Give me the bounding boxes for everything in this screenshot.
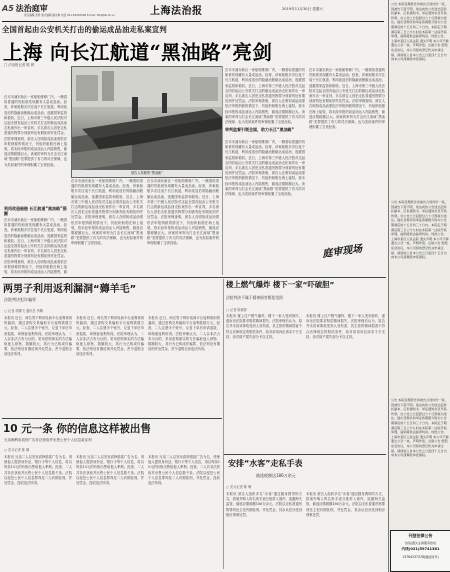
ad-line3: 13764237378(微信同号) xyxy=(402,555,439,559)
ship-illustration xyxy=(72,67,222,177)
masthead xyxy=(0,0,386,22)
story3-col2: 本报讯 楼上住户燃气爆炸，楼下一家人受到惊吓，遂诉至法院要求赔偿精神损失。法院审理后认为，原告并未因该事故受到人身伤害，其主张的精神损害不符合法律规定的赔偿条件，故对该项诉讼请求不予支持，但对财产损失部分予以支持。 xyxy=(306,314,385,339)
lead-body-col3: 在本市浦东新区一家船舶维修厂内，一艘看似普通的货船被发现藏有大量成品油。经查，涉案船舶多次往返于长江航道，利用改造后的隐蔽油舱偷运成品油，逃避国家监管和税收。近日，上海市第三中级人民法院对这起全国首起由公安机关打击的偷运成品油走私案作出一审宣判，多名被告人因犯走私普通货物罪分别被判处有期徒刑并处罚金。法院审理查明，被告人在明知成品油需依法申报纳税的情况下，仍组织船舶在海上接驳，将未经申报的成品油运入内陆销售，偷逃应缴税额巨大。该案的审判为打击长江流域“黑油路”犯罪提供了有力的司法保障，也为类似案件的审理积累了宝贵经验。 xyxy=(147,179,219,246)
classifieds-text-3: 公告 本院受理原告诉被告合同纠纷一案，因被告下落不明，依法向你公告送达起诉状副本、应诉通知书、举证通知书及开庭传票。自公告之日起经过六十日即视为送达。提出答辩状和举证的期限分别为公告期满后的十五日和三十日内。本院定于期满后第三日上午九时在本院第一法庭开庭审理，逾期将依法缺席判决。特此公告。上海市某区人民法院 遗失声明 本公司不慎遗失公章一枚，声明作废。注销公告 经股东会决议，本公司拟向登记机关申请注销，请债权人自本公告之日起四十五日内向本公司清算组申报债权。 xyxy=(391,398,449,458)
masthead-rule xyxy=(2,21,384,22)
section-label xyxy=(2,3,48,13)
paper-name: 上海法治报 xyxy=(150,6,203,17)
lead-body-col4b: 在本市浦东新区一家船舶维修厂内，一艘看似普通的货船被发现藏有大量成品油。经查，涉案船舶多次往返于长江航道，利用改造后的隐蔽油舱偷运成品油，逃避国家监管和税收。近日，上海市第三中级人民法院对这起全国首起由公安机关打击的偷运成品油走私案作出一审宣判，多名被告人因犯走私普通货物罪分别被判处有期徒刑并处罚金。法院审理查明，被告人在明知成品油需依法申报纳税的情况下，仍组织船舶在海上接驳，将未经申报的成品油运入内陆销售，偷逃应缴税额巨大。该案的审判为打击长江流域“黑油路”犯罪提供了有力的司法保障，也为类似案件的审理积累了宝贵经验。 xyxy=(225,140,305,197)
lead-photo xyxy=(71,66,223,178)
lead-subhead2: 审判监督引领全国，助力长江“黑油路” xyxy=(225,127,295,132)
story4-byline: □ 见习记者 陈 琳 xyxy=(4,448,30,452)
story2-byline: □ 记者 胡蝶飞 通讯员 李腾 xyxy=(4,309,43,313)
lead-kicker: 全国首起由公安机关打击的偷运成品油走私案宣判 xyxy=(2,25,167,34)
story3-headline: 楼上燃气爆炸 楼下一家“吓破胆” xyxy=(226,280,335,289)
story2-subhead: 法院判决犯诈骗罪 xyxy=(4,297,36,302)
lead-body-col2: 在本市浦东新区一家船舶维修厂内，一艘看似普通的货船被发现藏有大量成品油。经查，涉案船舶多次往返于长江航道，利用改造后的隐蔽油舱偷运成品油，逃避国家监管和税收。近日，上海市第三中级人民法院对这起全国首起由公安机关打击的偷运成品油走私案作出一审宣判，多名被告人因犯走私普通货物罪分别被判处有期徒刑并处罚金。法院审理查明，被告人在明知成品油需依法申报纳税的情况下，仍组织船舶在海上接驳，将未经申报的成品油运入内陆销售，偷逃应缴税额巨大。该案的审判为打击长江流域“黑油路”犯罪提供了有力的司法保障，也为类似案件的审理积累了宝贵经验。 xyxy=(71,179,143,246)
classifieds-strip xyxy=(388,0,450,572)
lead-headline: 上海 向长江航道“黑油路”亮剑 xyxy=(3,41,273,64)
date-line: 2019年11月30日 星期六 xyxy=(282,7,323,11)
editor-line: 责任编辑 张青 版式编辑 潘永梅 电话 021-63545566 E-mail: fzb@fzb.sh.cn xyxy=(24,14,115,17)
divider-h1 xyxy=(2,277,386,278)
story5-col1: 本报讯 被告人组织多名“水客”通过随身携带的方式，将境外购入的名贵手表分批带入境内，逃避海关监管，偷逃应缴税额186万余元。法院以走私普通货物罪判处主犯有期徒刑，并处罚金，其余从犯亦受到相应刑事处罚。 xyxy=(226,492,302,517)
ad-title: 刊登法律公告 xyxy=(408,533,433,538)
story2-col2: 本报讯 近日，两名男子利用电商平台返利规则的漏洞，通过虚构交易骗取平台返利款数万元。经查，二人注册多个账号，反复下单后申请退款，却保留返利所得。法院审理认为，二人以非法占有为目的，采用虚构事实的方法骗取他人财物，数额较大，其行为已构成诈骗罪，依法判处有期徒刑并处罚金，责令退赔全部违法所得。 xyxy=(76,316,144,357)
story3-subhead: 法院判决不属于精神损害赔偿范围 xyxy=(226,295,283,300)
story5-byline: □ 见习记者 陈 琳 xyxy=(226,485,252,489)
story3-col1: 本报讯 楼上住户燃气爆炸，楼下一家人受到惊吓，遂诉至法院要求赔偿精神损失。法院审理后认为，原告并未因该事故受到人身伤害，其主张的精神损害不符合法律规定的赔偿条件，故对该项诉讼请求不予支持，但对财产损失部分予以支持。 xyxy=(226,314,302,339)
lead-subhead1: 利用改造船舶 长江航道“黑油路”猖獗 xyxy=(4,206,67,217)
lead-body-col1: 在本市浦东新区一家船舶维修厂内，一艘看似普通的货船被发现藏有大量成品油。经查，涉案船舶多次往返于长江航道，利用改造后的隐蔽油舱偷运成品油，逃避国家监管和税收。近日，上海市第三中级人民法院对这起全国首起由公安机关打击的偷运成品油走私案作出一审宣判，多名被告人因犯走私普通货物罪分别被判处有期徒刑并处罚金。法院审理查明，被告人在明知成品油需依法申报纳税的情况下，仍组织船舶在海上接驳，将未经申报的成品油运入内陆销售，偷逃应缴税额巨大。该案的审判为打击长江流域“黑油路”犯罪提供了有力的司法保障，也为类似案件的审理积累了宝贵经验。 xyxy=(4,95,67,167)
photo-caption-text: 被告人驾驶的“黑油船” xyxy=(131,171,163,175)
divider-v1 xyxy=(222,66,223,275)
story4-col2: 本报讯 兄弟二人以发布质押借款广告为名，诱使他人提供身份证、银行卡等个人信息，再以每条10元的价格出售给他人牟利。经查，二人共非法获取并出售公民个人信息数千条。法院以侵犯公民个人信息罪判处二人有期徒刑，并处罚金，没收违法所得。 xyxy=(76,455,144,486)
lead-body-col5: 在本市浦东新区一家船舶维修厂内，一艘看似普通的货船被发现藏有大量成品油。经查，涉案船舶多次往返于长江航道，利用改造后的隐蔽油舱偷运成品油，逃避国家监管和税收。近日，上海市第三中级人民法院对这起全国首起由公安机关打击的偷运成品油走私案作出一审宣判，多名被告人因犯走私普通货物罪分别被判处有期徒刑并处罚金。法院审理查明，被告人在明知成品油需依法申报纳税的情况下，仍组织船舶在海上接驳，将未经申报的成品油运入内陆销售，偷逃应缴税额巨大。该案的审判为打击长江流域“黑油路”犯罪提供了有力的司法保障，也为类似案件的审理积累了宝贵经验。 xyxy=(309,68,385,130)
lead-body-col4: 在本市浦东新区一家船舶维修厂内，一艘看似普通的货船被发现藏有大量成品油。经查，涉案船舶多次往返于长江航道，利用改造后的隐蔽油舱偷运成品油，逃避国家监管和税收。近日，上海市第三中级人民法院对这起全国首起由公安机关打击的偷运成品油走私案作出一审宣判，多名被告人因犯走私普通货物罪分别被判处有期徒刑并处罚金。法院审理查明，被告人在明知成品油需依法申报纳税的情况下，仍组织船舶在海上接驳，将未经申报的成品油运入内陆销售，偷逃应缴税额巨大。该案的审判为打击长江流域“黑油路”犯罪提供了有力的司法保障，也为类似案件的审理积累了宝贵经验。 xyxy=(225,68,305,125)
lead-body-col1b: 在本市浦东新区一家船舶维修厂内，一艘看似普通的货船被发现藏有大量成品油。经查，涉案船舶多次往返于长江航道，利用改造后的隐蔽油舱偷运成品油，逃避国家监管和税收。近日，上海市第三中级人民法院对这起全国首起由公安机关打击的偷运成品油走私案作出一审宣判，多名被告人因犯走私普通货物罪分别被判处有期徒刑并处罚金。法院审理查明，被告人在明知成品油需依法申报纳税的情况下，仍组织船舶在海上接驳，将未经申报的成品油运入内陆销售，偷 xyxy=(4,218,67,275)
story4-headline: 10 元一条 你的信息这样被出售 xyxy=(3,423,151,435)
story5-headline: 安排“水客”走私手表 xyxy=(228,459,303,468)
story4-col3: 本报讯 兄弟二人以发布质押借款广告为名，诱使他人提供身份证、银行卡等个人信息，再以每条10元的价格出售给他人牟利。经查，二人共非法获取并出售公民个人信息数千条。法院以侵犯公民个人信息罪判处二人有期徒刑，并处罚金，没收违法所得。 xyxy=(148,455,220,486)
story2-col3: 本报讯 近日，两名男子利用电商平台返利规则的漏洞，通过虚构交易骗取平台返利款数万元。经查，二人注册多个账号，反复下单后申请退款，却保留返利所得。法院审理认为，二人以非法占有为目的，采用虚构事实的方法骗取他人财物，数额较大，其行为已构成诈骗罪，依法判处有期徒刑并处罚金，责令退赔全部违法所得。 xyxy=(148,316,220,352)
story5-subhead: 偷逃税额达186万余元 xyxy=(256,473,296,478)
story5-col2: 本报讯 被告人组织多名“水客”通过随身携带的方式，将境外购入的名贵手表分批带入境内，逃避海关监管，偷逃应缴税额186万余元。法院以走私普通货物罪判处主犯有期徒刑，并处罚金，其余从犯亦受到相应刑事处罚。 xyxy=(306,492,385,517)
column-logo-text: 庭审现场 xyxy=(321,243,363,261)
divider-v2 xyxy=(223,279,224,569)
story2-headline: 两男子利用返利漏洞“薅羊毛” xyxy=(3,284,137,295)
lead-byline: □ 法治报记者 陈 烨 xyxy=(4,63,35,67)
divider-h2 xyxy=(2,418,222,419)
classifieds-text-2: 公告 本院受理原告诉被告合同纠纷一案，因被告下落不明，依法向你公告送达起诉状副本、应诉通知书、举证通知书及开庭传票。自公告之日起经过六十日即视为送达。提出答辩状和举证的期限分别为公告期满后的十五日和三十日内。本院定于期满后第三日上午九时在本院第一法庭开庭审理，逾期将依法缺席判决。特此公告。上海市某区人民法院 遗失声明 本公司不慎遗失公章一枚，声明作废。注销公告 经股东会决议，本公司拟向登记机关申请注销，请债权人自本公告之日起四十五日内向本公司清算组申报债权。 xyxy=(391,200,449,260)
ad-box xyxy=(390,530,450,572)
section-left: A5 xyxy=(2,4,14,13)
ad-line2: 内线(021)59741381 xyxy=(401,547,440,551)
story4-col1: 本报讯 兄弟二人以发布质押借款广告为名，诱使他人提供身份证、银行卡等个人信息，再以每条10元的价格出售给他人牟利。经查，二人共非法获取并出售公民个人信息数千条。法院以侵犯公民个人信息罪判处二人有期徒刑，并处罚金，没收违法所得。 xyxy=(4,455,72,486)
story4-subhead: 兄弟俩利用质押广告非法获取并出售公民个人信息某宣判 xyxy=(4,438,92,442)
story3-byline: □ 记者 陈颖婷 xyxy=(226,308,247,312)
column-logo xyxy=(318,233,382,267)
ad-line1: 热线|遗失注销服务热线 xyxy=(404,541,436,545)
photo-caption xyxy=(72,170,222,177)
story2-col1: 本报讯 近日，两名男子利用电商平台返利规则的漏洞，通过虚构交易骗取平台返利款数万元。经查，二人注册多个账号，反复下单后申请退款，却保留返利所得。法院审理认为，二人以非法占有为目的，采用虚构事实的方法骗取他人财物，数额较大，其行为已构成诈骗罪，依法判处有期徒刑并处罚金，责令退赔全部违法所得。 xyxy=(4,316,72,357)
section-title: 法治庭审 xyxy=(15,4,48,13)
divider-h3 xyxy=(224,454,386,455)
classifieds-text: 公告 本院受理原告诉被告合同纠纷一案，因被告下落不明，依法向你公告送达起诉状副本、应诉通知书、举证通知书及开庭传票。自公告之日起经过六十日即视为送达。提出答辩状和举证的期限分别为公告期满后的十五日和三十日内。本院定于期满后第三日上午九时在本院第一法庭开庭审理，逾期将依法缺席判决。特此公告。上海市某区人民法院 遗失声明 本公司不慎遗失公章一枚，声明作废。注销公告 经股东会决议，本公司拟向登记机关申请注销，请债权人自本公告之日起四十五日内向本公司清算组申报债权。 xyxy=(391,2,449,62)
